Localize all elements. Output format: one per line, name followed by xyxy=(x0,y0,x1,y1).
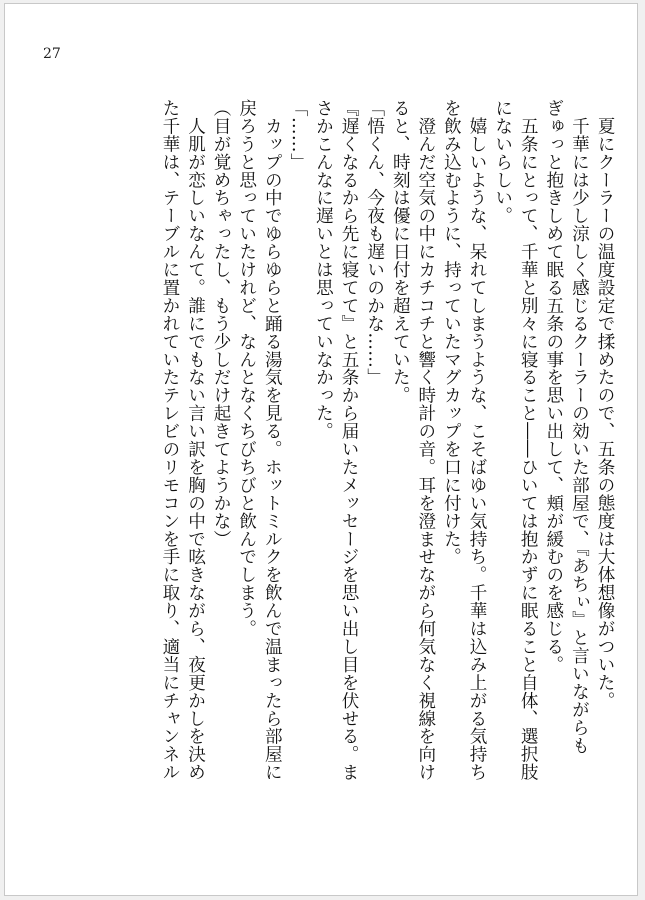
text-line: 人肌が恋しいなんて。誰にでもない言い訳を胸の中で呟きながら、夜更かしを決め xyxy=(185,99,206,782)
text-line: さかこんなに遅いとは思っていなかった。 xyxy=(313,99,334,441)
page-number: 27 xyxy=(43,46,61,62)
text-line: 夏にクーラーの温度設定で揉めたので、五条の態度は大体想像がついた。 xyxy=(595,99,615,710)
text-line: にないらしい。 xyxy=(492,99,513,225)
text-line: 五条にとって、千華と別々に寝ること――ひいては抱かずに眠ること自体、選択肢 xyxy=(518,99,539,782)
text-line: を飲み込むように、持っていたマグカップを口に付けた。 xyxy=(441,99,462,566)
text-line: 「……」 xyxy=(287,99,308,171)
text-line: ると、時刻は優に日付を超えていた。 xyxy=(390,99,411,405)
text-line: 戻ろうと思っていたけれど、なんとなくちびちびと飲んでしまう。 xyxy=(236,99,257,638)
vertical-text-block xyxy=(156,99,617,869)
text-line: 嬉しいような、呆れてしまうような、こそばゆい気持ち。千華は込み上がる気持ち xyxy=(467,99,488,782)
text-line: （目が覚めちゃったし、もう少しだけ起きてようかな） xyxy=(211,99,232,548)
text-line: 「悟くん、今夜も遅いのかな……」 xyxy=(364,99,385,387)
book-page xyxy=(4,3,638,896)
text-line: ぎゅっと抱きしめて眠る五条の事を思い出して、頬が緩むのを感じる。 xyxy=(543,99,564,674)
text-line: カップの中でゆらゆらと踊る湯気を見る。ホットミルクを飲んで温まったら部屋に xyxy=(262,99,283,782)
text-line: 千華には少し涼しく感じるクーラーの効いた部屋で、『あちぃ』と言いながらも xyxy=(569,99,590,755)
text-line: 澄んだ空気の中にカチコチと響く時計の音。耳を澄ませながら何気なく視線を向け xyxy=(415,99,436,782)
text-line: 『遅くなるから先に寝てて』と五条から届いたメッセージを思い出し目を伏せる。ま xyxy=(339,99,360,782)
text-line: た千華は、テーブルに置かれていたテレビのリモコンを手に取り、適当にチャンネル xyxy=(159,99,180,782)
